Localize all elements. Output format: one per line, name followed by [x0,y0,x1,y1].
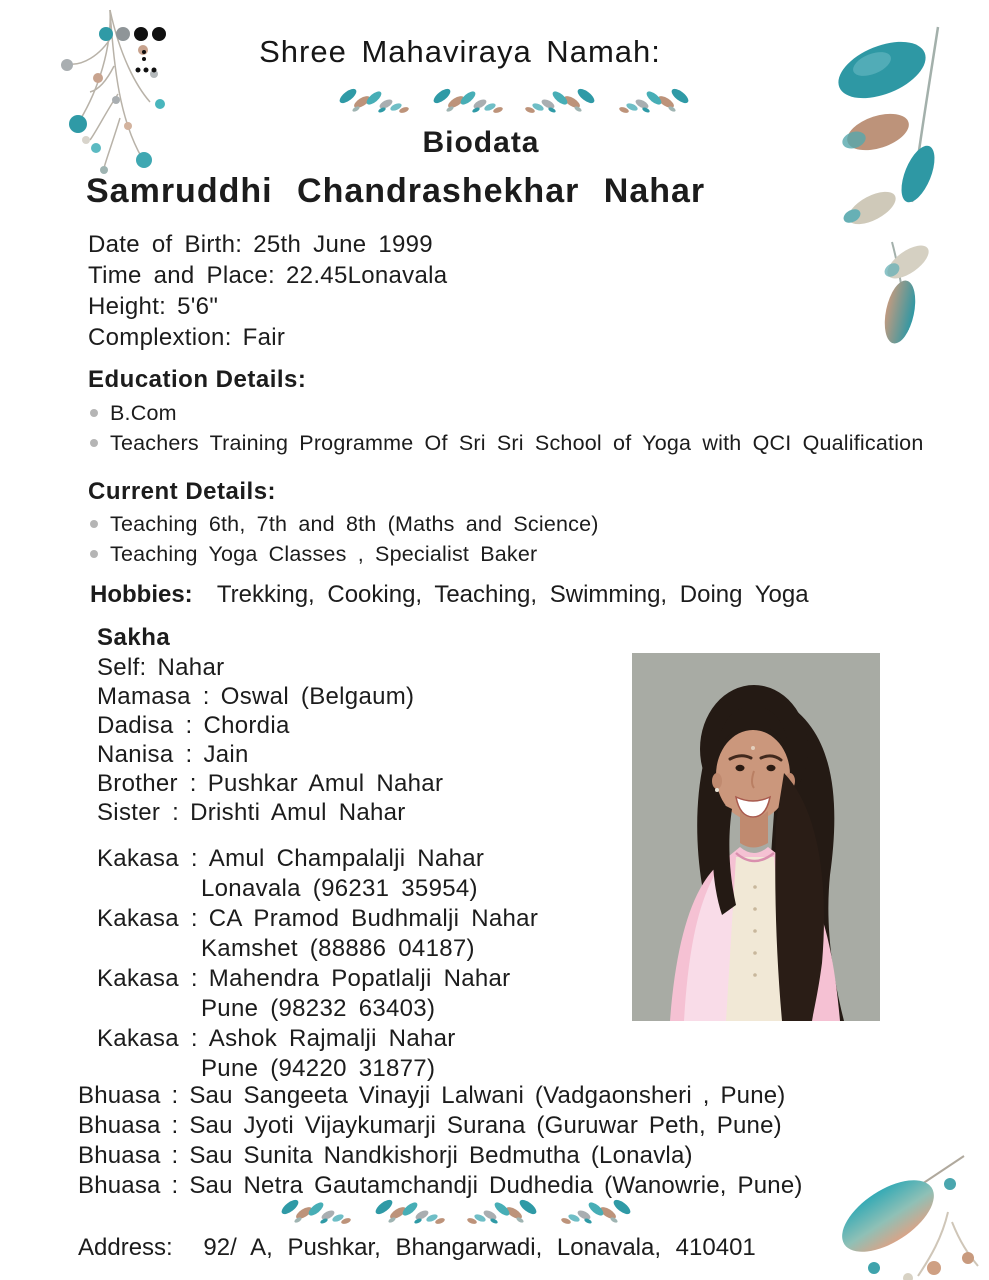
bhuasa-row [78,1081,803,1111]
bhuasa-value: Sau Netra Gautamchandji Dudhedia (Wanowrie, Pune) [189,1172,803,1199]
mamasa-label: Mamasa : [97,683,210,710]
family-row-brother [97,769,443,798]
bhuasa-value: Sau Jyoti Vijaykumarji Surana (Guruwar Peth, Pune) [189,1112,782,1139]
kakasa-label: Kakasa : [97,845,198,872]
dadisa-label: Dadisa : [97,712,193,739]
kakasa-entry [97,964,538,1024]
kakasa-contact: Pune (98232 63403) [201,995,436,1022]
bhuasa-label: Bhuasa : [78,1082,179,1109]
bhuasa-label: Bhuasa : [78,1112,179,1139]
leaf-cluster-icon [278,1197,352,1225]
mamasa-value: Oswal (Belgaum) [220,683,415,710]
current-item [90,509,599,539]
address-line [78,1234,756,1262]
education-list [90,398,923,458]
kakasa-entry [97,904,538,964]
education-item-text: Teachers Training Programme Of Sri Sri School of Yoga with QCI Qualification [110,430,924,455]
bullet-icon [90,439,98,447]
invocation-text: Shree Mahaviraya Namah: [259,34,661,69]
dob-label: Date of Birth: [88,231,243,258]
leaf-cluster-icon [524,86,598,114]
kakasa-entry [97,844,538,904]
leaf-cluster-divider-icon [278,1197,634,1225]
kakasa-entry [97,1024,538,1084]
kakasa-name: Amul Champalalji Nahar [208,845,485,872]
time-place-row [88,260,447,291]
kakasa-contact: Lonavala (96231 35954) [201,875,478,902]
person-name: Samruddhi Chandrashekhar Nahar [86,172,706,210]
brother-value: Pushkar Amul Nahar [207,770,444,797]
address-label: Address: [78,1234,173,1261]
self-value: Nahar [157,654,225,681]
family-row-dadisa [97,711,443,740]
height-row [88,291,447,322]
hobbies-label: Hobbies: [90,581,193,608]
nanisa-value: Jain [203,741,249,768]
education-item [90,398,923,428]
kakasa-label: Kakasa : [97,1025,198,1052]
current-item-text: Teaching 6th, 7th and 8th (Maths and Science) [110,511,599,536]
bhuasa-row [78,1111,803,1141]
sister-label: Sister : [97,799,180,826]
kakasa-name-row [97,904,538,934]
dob-value: 25th June 1999 [253,231,433,258]
sakha-heading: Sakha [97,624,171,651]
profile-photo [632,653,880,1021]
family-row-mamasa [97,682,443,711]
watercolor-leaf-branch-icon [830,1142,989,1280]
kakasa-label: Kakasa : [97,965,198,992]
kakasa-name: CA Pramod Budhmalji Nahar [208,905,539,932]
bhuasa-label: Bhuasa : [78,1172,179,1199]
current-item-text: Teaching Yoga Classes , Specialist Baker [110,541,538,566]
leaf-cluster-icon [336,86,410,114]
current-details-heading: Current Details: [88,478,277,505]
bhuasa-value: Sau Sangeeta Vinayji Lalwani (Vadgaonsheri , Pune) [189,1082,786,1109]
family-row-self [97,653,443,682]
bhuasa-label: Bhuasa : [78,1142,179,1169]
bhuasa-value: Sau Sunita Nandkishorji Bedmutha (Lonavla) [189,1142,693,1169]
complexion-row [88,322,447,353]
nanisa-label: Nanisa : [97,741,193,768]
dob-row [88,229,447,260]
hobbies-value: Trekking, Cooking, Teaching, Swimming, Doing Yoga [216,581,809,608]
leaf-cluster-icon [372,1197,446,1225]
leaf-cluster-icon [466,1197,540,1225]
kakasa-name-row [97,1024,538,1054]
dadisa-value: Chordia [203,712,290,739]
leaf-cluster-icon [430,86,504,114]
complexion-label: Complextion: [88,324,232,351]
leaf-cluster-icon [618,86,692,114]
kakasa-name: Ashok Rajmalji Nahar [208,1025,456,1052]
current-item [90,539,599,569]
kakasa-name-row [97,964,538,994]
height-label: Height: [88,293,167,320]
height-value: 5'6" [177,293,219,320]
leaf-cluster-icon [560,1197,634,1225]
kakasa-name: Mahendra Popatlalji Nahar [208,965,511,992]
education-item-text: B.Com [110,400,177,425]
personal-details-section [88,229,447,353]
kakasa-name-row [97,844,538,874]
kakasa-label: Kakasa : [97,905,198,932]
complexion-value: Fair [242,324,286,351]
education-heading: Education Details: [88,366,307,393]
time-place-label: Time and Place: [88,262,276,289]
time-place-value: 22.45Lonavala [286,262,448,289]
leaf-cluster-divider-icon [336,86,692,114]
current-details-list [90,509,599,569]
family-row-nanisa [97,740,443,769]
hobbies-line [90,581,809,609]
sister-value: Drishti Amul Nahar [190,799,406,826]
kakasa-contact: Pune (94220 31877) [201,1055,436,1082]
self-label: Self: [97,654,147,681]
education-item [90,428,923,458]
bullet-icon [90,550,98,558]
bhuasa-section [78,1081,803,1201]
bhuasa-row [78,1141,803,1171]
bullet-icon [90,520,98,528]
brother-label: Brother : [97,770,197,797]
family-section [97,653,443,827]
kakasa-contact: Kamshet (88886 04187) [201,935,475,962]
bullet-icon [90,409,98,417]
kakasa-section [97,844,538,1084]
document-title: Biodata [422,126,540,159]
family-row-sister [97,798,443,827]
address-value: 92/ A, Pushkar, Bhangarwadi, Lonavala, 410401 [203,1234,756,1261]
